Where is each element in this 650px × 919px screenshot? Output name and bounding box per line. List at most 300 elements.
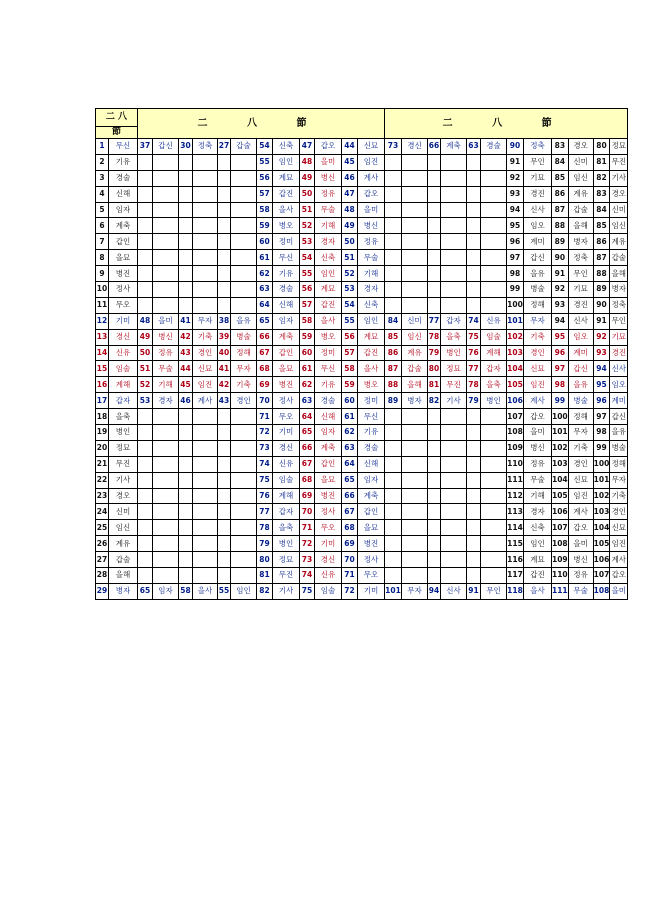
cell-number: 12 — [96, 313, 109, 329]
cell-number: 86 — [552, 186, 569, 202]
cell-empty — [179, 488, 193, 504]
cell-number: 96 — [552, 345, 569, 361]
cell-empty — [193, 409, 218, 425]
cell-number: 55 — [218, 583, 231, 599]
cell-number: 75 — [467, 329, 481, 345]
cell-ganji: 무신 — [109, 139, 138, 155]
cell-empty — [428, 568, 441, 584]
cell-empty — [179, 234, 193, 250]
cell-number: 77 — [257, 504, 273, 520]
cell-ganji: 기사 — [273, 583, 300, 599]
cell-number: 104 — [552, 472, 569, 488]
cell-empty — [231, 488, 257, 504]
cell-ganji: 을축 — [273, 520, 300, 536]
cell-ganji: 계해 — [109, 377, 138, 393]
cell-ganji: 기해 — [358, 266, 385, 282]
cell-number: 94 — [428, 583, 441, 599]
cell-ganji: 무인 — [481, 583, 507, 599]
table-row — [96, 154, 628, 170]
cell-empty — [138, 154, 153, 170]
cell-number: 51 — [300, 202, 315, 218]
cell-number: 74 — [257, 456, 273, 472]
cell-empty — [231, 536, 257, 552]
cell-empty — [231, 568, 257, 584]
cell-ganji: 갑신 — [524, 250, 552, 266]
cell-number: 82 — [257, 583, 273, 599]
cell-empty — [441, 250, 467, 266]
cell-empty — [481, 536, 507, 552]
cell-number: 63 — [300, 393, 315, 409]
cell-empty — [193, 202, 218, 218]
cell-ganji: 을해 — [109, 568, 138, 584]
cell-empty — [467, 250, 481, 266]
cell-ganji: 기유 — [358, 425, 385, 441]
cell-number: 105 — [552, 488, 569, 504]
cell-empty — [428, 282, 441, 298]
cell-ganji: 기사 — [610, 170, 628, 186]
cell-ganji: 을유 — [568, 377, 593, 393]
cell-number: 58 — [342, 361, 358, 377]
cell-empty — [193, 297, 218, 313]
cell-number: 10 — [96, 282, 109, 298]
cell-number: 45 — [342, 154, 358, 170]
cell-empty — [231, 425, 257, 441]
cell-empty — [385, 186, 402, 202]
cell-ganji: 병술 — [610, 440, 628, 456]
cell-ganji: 정사 — [109, 282, 138, 298]
cell-ganji: 병신 — [568, 552, 593, 568]
cell-empty — [153, 297, 179, 313]
cell-empty — [193, 282, 218, 298]
cell-empty — [441, 472, 467, 488]
cell-ganji: 신해 — [358, 456, 385, 472]
cell-ganji: 기해 — [315, 218, 342, 234]
cell-number: 54 — [257, 139, 273, 155]
cell-number: 24 — [96, 504, 109, 520]
table-row — [96, 329, 628, 345]
cell-number: 57 — [300, 297, 315, 313]
cell-ganji: 임자 — [273, 313, 300, 329]
cell-empty — [441, 170, 467, 186]
cell-ganji: 경자 — [524, 504, 552, 520]
cell-empty — [481, 282, 507, 298]
cell-ganji: 을유 — [524, 266, 552, 282]
cell-ganji: 기미 — [358, 583, 385, 599]
cell-ganji: 계축 — [441, 139, 467, 155]
table-row — [96, 393, 628, 409]
cell-ganji: 임신 — [402, 329, 428, 345]
cell-empty — [138, 170, 153, 186]
cell-empty — [193, 520, 218, 536]
cell-number: 90 — [593, 297, 610, 313]
cell-number: 109 — [507, 440, 524, 456]
cell-empty — [467, 536, 481, 552]
cell-empty — [481, 202, 507, 218]
cell-number: 5 — [96, 202, 109, 218]
cell-number: 89 — [385, 393, 402, 409]
cell-ganji: 갑술 — [610, 250, 628, 266]
cell-empty — [179, 472, 193, 488]
cell-number: 48 — [300, 154, 315, 170]
cell-ganji: 무신 — [358, 409, 385, 425]
cell-ganji: 신축 — [524, 520, 552, 536]
cell-number: 117 — [507, 568, 524, 584]
cell-ganji: 기해 — [524, 488, 552, 504]
cell-empty — [428, 440, 441, 456]
cell-number: 75 — [257, 472, 273, 488]
cell-number: 107 — [593, 568, 610, 584]
cell-ganji: 정미 — [315, 345, 342, 361]
cell-ganji: 계축 — [358, 488, 385, 504]
cell-number: 55 — [257, 154, 273, 170]
cell-empty — [385, 536, 402, 552]
cell-empty — [153, 154, 179, 170]
cell-empty — [231, 409, 257, 425]
cell-number: 100 — [593, 456, 610, 472]
cell-number: 60 — [257, 234, 273, 250]
cell-empty — [138, 568, 153, 584]
cell-ganji: 신유 — [109, 345, 138, 361]
cell-empty — [153, 488, 179, 504]
cell-empty — [193, 504, 218, 520]
table-row — [96, 536, 628, 552]
cell-number: 81 — [593, 154, 610, 170]
cell-number: 102 — [593, 488, 610, 504]
cell-empty — [481, 234, 507, 250]
cell-ganji: 무신 — [273, 250, 300, 266]
cell-empty — [193, 440, 218, 456]
cell-ganji: 병자 — [109, 583, 138, 599]
cell-empty — [193, 218, 218, 234]
cell-ganji: 신해 — [273, 297, 300, 313]
cell-number: 84 — [552, 154, 569, 170]
cell-empty — [179, 266, 193, 282]
cell-ganji: 갑자 — [273, 504, 300, 520]
cell-number: 64 — [257, 297, 273, 313]
cell-empty — [441, 456, 467, 472]
cell-ganji: 경오 — [610, 186, 628, 202]
cell-number: 81 — [428, 377, 441, 393]
cell-number: 53 — [138, 393, 153, 409]
cell-empty — [428, 472, 441, 488]
cell-empty — [441, 154, 467, 170]
cell-number: 74 — [467, 313, 481, 329]
cell-ganji: 을해 — [402, 377, 428, 393]
cell-ganji: 기사 — [109, 472, 138, 488]
cell-empty — [153, 202, 179, 218]
cell-empty — [153, 504, 179, 520]
cell-ganji: 신유 — [481, 313, 507, 329]
cell-number: 95 — [593, 377, 610, 393]
cell-ganji: 경신 — [273, 440, 300, 456]
cell-empty — [218, 456, 231, 472]
cell-number: 22 — [96, 472, 109, 488]
cell-ganji: 계미 — [524, 234, 552, 250]
cell-number: 68 — [300, 472, 315, 488]
cell-ganji: 갑인 — [315, 456, 342, 472]
cell-empty — [153, 425, 179, 441]
cell-empty — [385, 170, 402, 186]
cell-empty — [138, 297, 153, 313]
cell-empty — [138, 488, 153, 504]
cell-empty — [385, 234, 402, 250]
cell-number: 14 — [96, 345, 109, 361]
cell-empty — [481, 425, 507, 441]
cell-number: 94 — [552, 313, 569, 329]
cell-empty — [467, 440, 481, 456]
cell-number: 98 — [552, 377, 569, 393]
cell-number: 30 — [179, 139, 193, 155]
cell-ganji: 계묘 — [358, 329, 385, 345]
cell-ganji: 갑오 — [610, 568, 628, 584]
cell-number: 108 — [507, 425, 524, 441]
cell-ganji: 임인 — [524, 536, 552, 552]
cell-number: 118 — [507, 583, 524, 599]
cell-empty — [193, 154, 218, 170]
cell-number: 70 — [342, 552, 358, 568]
cell-number: 7 — [96, 234, 109, 250]
cell-ganji: 을축 — [481, 377, 507, 393]
cell-ganji: 기축 — [524, 329, 552, 345]
cell-empty — [231, 456, 257, 472]
cell-empty — [218, 409, 231, 425]
cell-ganji: 정묘 — [441, 361, 467, 377]
cell-empty — [467, 170, 481, 186]
cell-number: 42 — [218, 377, 231, 393]
cell-number: 61 — [342, 409, 358, 425]
cell-ganji: 갑오 — [358, 186, 385, 202]
cell-number: 38 — [218, 313, 231, 329]
cell-number: 76 — [257, 488, 273, 504]
cell-empty — [441, 425, 467, 441]
cell-ganji: 정묘 — [109, 440, 138, 456]
cell-ganji: 을미 — [315, 154, 342, 170]
cell-number: 23 — [96, 488, 109, 504]
cell-empty — [402, 440, 428, 456]
cell-number: 53 — [300, 234, 315, 250]
cell-ganji: 갑신 — [568, 361, 593, 377]
cell-number: 96 — [593, 393, 610, 409]
cell-number: 44 — [342, 139, 358, 155]
cell-number: 105 — [507, 377, 524, 393]
cell-ganji: 갑오 — [524, 409, 552, 425]
cell-number: 46 — [342, 170, 358, 186]
cell-number: 69 — [257, 377, 273, 393]
cell-ganji: 신미 — [568, 154, 593, 170]
cell-ganji: 병인 — [273, 536, 300, 552]
cell-empty — [467, 409, 481, 425]
table-row — [96, 139, 628, 155]
table-row — [96, 425, 628, 441]
cell-ganji: 경진 — [524, 186, 552, 202]
cell-empty — [467, 472, 481, 488]
cell-number: 61 — [257, 250, 273, 266]
cell-empty — [385, 456, 402, 472]
cell-ganji: 경인 — [610, 504, 628, 520]
cell-empty — [385, 202, 402, 218]
cell-ganji: 기묘 — [568, 282, 593, 298]
cell-ganji: 을미 — [358, 202, 385, 218]
cell-ganji: 임자 — [153, 583, 179, 599]
cell-ganji: 기사 — [441, 393, 467, 409]
cell-number: 92 — [507, 170, 524, 186]
cell-empty — [441, 488, 467, 504]
cell-empty — [481, 440, 507, 456]
cell-ganji: 경술 — [481, 139, 507, 155]
cell-empty — [441, 202, 467, 218]
cell-ganji: 무자 — [610, 472, 628, 488]
cell-ganji: 무술 — [568, 583, 593, 599]
cell-empty — [385, 266, 402, 282]
cell-number: 28 — [96, 568, 109, 584]
cell-empty — [441, 568, 467, 584]
cell-ganji: 기묘 — [524, 170, 552, 186]
cell-ganji: 병인 — [441, 345, 467, 361]
cell-empty — [218, 154, 231, 170]
cell-number: 1 — [96, 139, 109, 155]
cell-ganji: 을축 — [109, 409, 138, 425]
cell-empty — [153, 250, 179, 266]
cell-empty — [467, 488, 481, 504]
cell-empty — [138, 504, 153, 520]
cell-ganji: 병신 — [358, 218, 385, 234]
cell-empty — [467, 186, 481, 202]
cell-number: 50 — [300, 186, 315, 202]
table-row — [96, 297, 628, 313]
corner-label-bottom: 節 — [96, 127, 138, 139]
cell-empty — [402, 488, 428, 504]
cell-ganji: 신사 — [568, 313, 593, 329]
cell-ganji: 계사 — [193, 393, 218, 409]
cell-empty — [231, 170, 257, 186]
cell-ganji: 임진 — [524, 377, 552, 393]
cell-number: 9 — [96, 266, 109, 282]
cell-number: 79 — [428, 345, 441, 361]
cell-ganji: 경인 — [568, 456, 593, 472]
table-row — [96, 282, 628, 298]
cell-number: 27 — [96, 552, 109, 568]
cell-empty — [385, 154, 402, 170]
cell-ganji: 임인 — [273, 154, 300, 170]
cell-number: 97 — [507, 250, 524, 266]
cell-empty — [385, 472, 402, 488]
cell-empty — [138, 186, 153, 202]
cell-empty — [441, 504, 467, 520]
cell-empty — [231, 186, 257, 202]
cell-ganji: 무술 — [358, 250, 385, 266]
cell-number: 107 — [507, 409, 524, 425]
cell-number: 15 — [96, 361, 109, 377]
cell-ganji: 계사 — [358, 170, 385, 186]
cell-number: 49 — [342, 218, 358, 234]
cell-number: 100 — [552, 409, 569, 425]
cell-ganji: 계유 — [402, 345, 428, 361]
cell-ganji: 정유 — [568, 568, 593, 584]
cell-empty — [402, 520, 428, 536]
cell-empty — [402, 282, 428, 298]
cell-number: 26 — [96, 536, 109, 552]
cell-empty — [481, 250, 507, 266]
cell-ganji: 무오 — [273, 409, 300, 425]
cell-empty — [467, 297, 481, 313]
cell-number: 79 — [467, 393, 481, 409]
cell-number: 93 — [552, 297, 569, 313]
cell-empty — [193, 456, 218, 472]
cell-number: 85 — [385, 329, 402, 345]
cell-ganji: 경자 — [315, 234, 342, 250]
cell-number: 76 — [467, 345, 481, 361]
cell-ganji: 정축 — [568, 250, 593, 266]
cell-empty — [153, 568, 179, 584]
cell-ganji: 정해 — [568, 409, 593, 425]
cell-ganji: 을미 — [153, 313, 179, 329]
cell-number: 70 — [300, 504, 315, 520]
cell-ganji: 기유 — [109, 154, 138, 170]
cell-number: 57 — [257, 186, 273, 202]
cell-ganji: 신미 — [109, 504, 138, 520]
cell-number: 56 — [300, 282, 315, 298]
cell-number: 40 — [218, 345, 231, 361]
cell-number: 44 — [179, 361, 193, 377]
cell-empty — [402, 234, 428, 250]
cell-number: 90 — [552, 250, 569, 266]
cell-empty — [179, 186, 193, 202]
cell-ganji: 무술 — [315, 202, 342, 218]
cell-empty — [193, 266, 218, 282]
cell-empty — [467, 552, 481, 568]
cell-ganji: 신묘 — [358, 139, 385, 155]
cell-empty — [153, 282, 179, 298]
cell-ganji: 을사 — [524, 583, 552, 599]
cell-empty — [428, 170, 441, 186]
cell-ganji: 갑진 — [524, 568, 552, 584]
cell-empty — [467, 504, 481, 520]
cell-empty — [153, 520, 179, 536]
cell-number: 20 — [96, 440, 109, 456]
cell-empty — [441, 297, 467, 313]
cell-ganji: 경자 — [358, 282, 385, 298]
cell-empty — [179, 282, 193, 298]
cell-number: 11 — [96, 297, 109, 313]
cell-number: 18 — [96, 409, 109, 425]
cell-number: 54 — [300, 250, 315, 266]
cell-empty — [467, 520, 481, 536]
cell-ganji: 무자 — [568, 425, 593, 441]
cell-number: 51 — [138, 361, 153, 377]
cell-ganji: 무자 — [193, 313, 218, 329]
cell-number: 107 — [552, 520, 569, 536]
cell-number: 54 — [342, 297, 358, 313]
cell-ganji: 정축 — [610, 297, 628, 313]
cell-number: 101 — [385, 583, 402, 599]
cell-empty — [153, 552, 179, 568]
table-row — [96, 377, 628, 393]
cell-number: 92 — [552, 282, 569, 298]
cell-ganji: 임진 — [193, 377, 218, 393]
cell-ganji: 갑오 — [568, 520, 593, 536]
cell-empty — [402, 266, 428, 282]
cell-ganji: 무진 — [441, 377, 467, 393]
cell-ganji: 병술 — [231, 329, 257, 345]
cell-ganji: 임진 — [610, 536, 628, 552]
cell-number: 52 — [138, 377, 153, 393]
cell-number: 46 — [179, 393, 193, 409]
cell-ganji: 경신 — [402, 139, 428, 155]
cell-empty — [481, 456, 507, 472]
cell-number: 45 — [179, 377, 193, 393]
cell-number: 43 — [179, 345, 193, 361]
cell-empty — [153, 472, 179, 488]
